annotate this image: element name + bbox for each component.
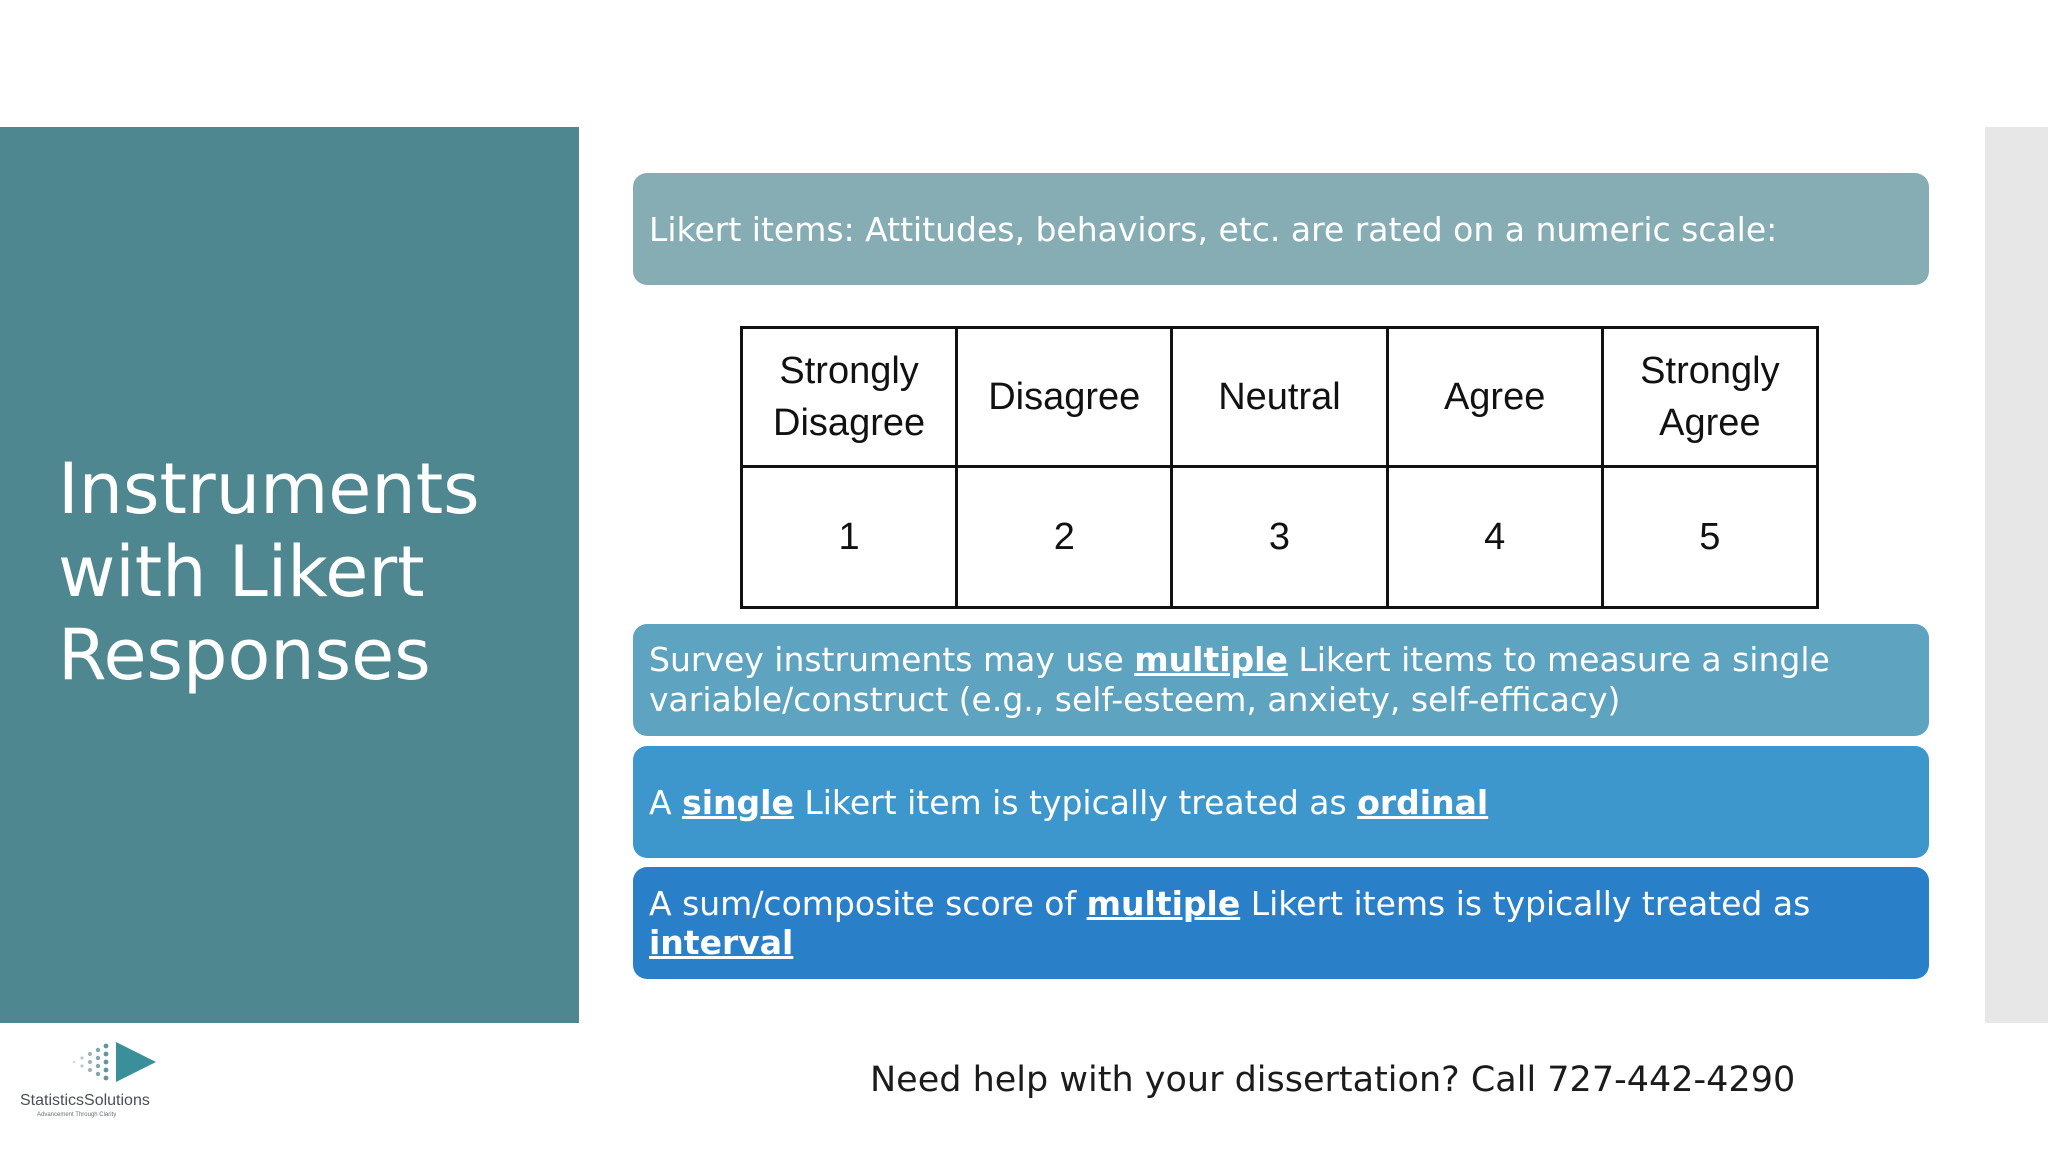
likert-value-cell: 2 bbox=[957, 467, 1172, 608]
emphasis-single: single bbox=[682, 782, 794, 822]
likert-intro-text: Likert items: Attitudes, behaviors, etc. are rated on a numeric scale: bbox=[649, 209, 1778, 249]
likert-header-cell: Strongly Disagree bbox=[742, 328, 957, 467]
text-segment: Likert items to measure a single variable/construct (e.g., self-esteem, anxiety, self-efficacy) bbox=[649, 640, 1830, 719]
text-segment: Survey instruments may use bbox=[649, 640, 1135, 679]
composite-score-text bbox=[649, 884, 1929, 962]
multiple-items-box bbox=[633, 624, 1929, 736]
logo-wordmark: StatisticsSolutions bbox=[20, 1092, 150, 1109]
text-segment: A sum/composite score of bbox=[649, 884, 1087, 923]
multiple-items-text bbox=[649, 640, 1929, 720]
likert-header-cell: Agree bbox=[1387, 328, 1602, 467]
slide-title: Instruments with Likert Responses bbox=[58, 448, 480, 696]
likert-header-cell: Strongly Agree bbox=[1602, 328, 1817, 467]
text-segment: A bbox=[649, 782, 683, 822]
likert-header-row bbox=[742, 328, 1818, 467]
likert-header-cell: Neutral bbox=[1172, 328, 1387, 467]
likert-header-cell: Disagree bbox=[957, 328, 1172, 467]
likert-scale-table bbox=[740, 326, 1819, 609]
likert-value-cell: 1 bbox=[742, 467, 957, 608]
likert-value-cell: 4 bbox=[1387, 467, 1602, 608]
emphasis-multiple: multiple bbox=[1086, 884, 1241, 923]
play-triangle-icon bbox=[50, 1040, 160, 1086]
text-segment: Likert items is typically treated as bbox=[1240, 884, 1811, 923]
logo-tagline: Advancement Through Clarity bbox=[37, 1112, 117, 1118]
single-item-text bbox=[649, 783, 1488, 822]
likert-value-cell: 3 bbox=[1172, 467, 1387, 608]
likert-value-cell: 5 bbox=[1602, 467, 1817, 608]
emphasis-ordinal: ordinal bbox=[1357, 782, 1489, 822]
likert-value-row bbox=[742, 467, 1818, 608]
statistics-solutions-logo bbox=[20, 1040, 170, 1120]
footer-help-text: Need help with your dissertation? Call 727-442-4290 bbox=[870, 1060, 1796, 1100]
single-item-box bbox=[633, 746, 1929, 858]
text-segment: Likert item is typically treated as bbox=[793, 782, 1358, 822]
right-edge-strip bbox=[1985, 127, 2048, 1023]
emphasis-multiple: multiple bbox=[1134, 640, 1288, 679]
likert-intro-box bbox=[633, 173, 1929, 285]
emphasis-interval: interval bbox=[649, 923, 794, 962]
composite-score-box bbox=[633, 867, 1929, 979]
